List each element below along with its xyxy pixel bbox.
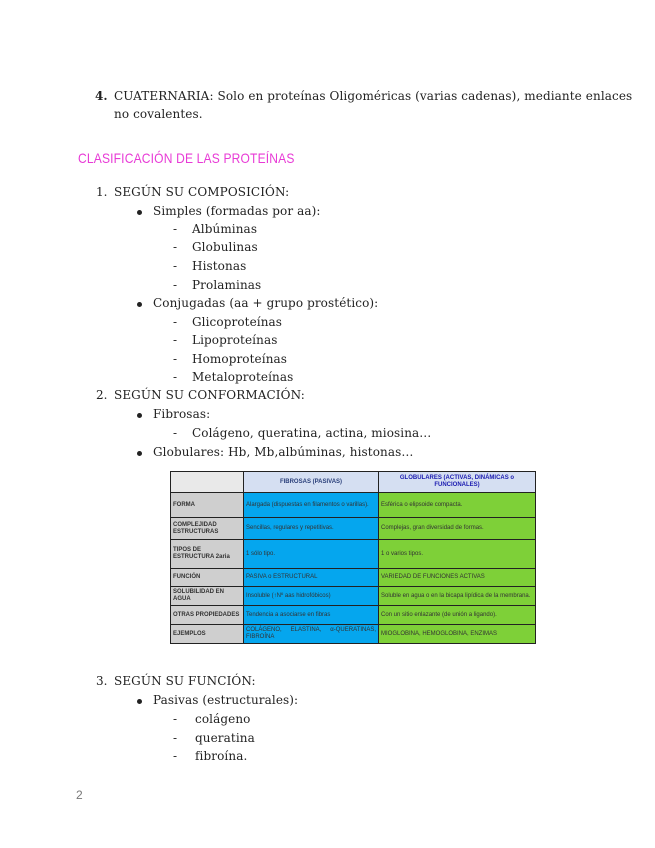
bullet-icon bbox=[137, 302, 142, 307]
list-item: Glicoproteínas bbox=[192, 315, 283, 329]
list-item: Colágeno, queratina, actina, miosina… bbox=[192, 426, 432, 440]
list-item: Globulinas bbox=[192, 240, 258, 254]
row-label-cell: TIPOS DE ESTRUCTURA 2aria bbox=[171, 540, 244, 569]
list-item: Homoproteínas bbox=[192, 352, 288, 366]
item4-text-line2: no covalentes. bbox=[114, 107, 203, 121]
list-number: 2. bbox=[96, 388, 108, 402]
dash-icon: - bbox=[173, 240, 178, 254]
row-label-cell: FUNCIÓN bbox=[171, 569, 244, 587]
table-row bbox=[171, 493, 536, 518]
table-row bbox=[171, 587, 536, 606]
globulares-cell: Soluble en agua o en la bicapa lipídica de la membrana. bbox=[379, 587, 536, 606]
section-heading: CLASIFICACIÓN DE LAS PROTEÍNAS bbox=[78, 150, 295, 166]
globulares-cell: Con un sitio enlazante (de unión a ligando). bbox=[379, 606, 536, 625]
list-item: Prolaminas bbox=[192, 278, 262, 292]
fibrosas-cell: COLÁGENO, ELASTINA, α-QUERATINAS, FIBROÍNA bbox=[244, 625, 379, 644]
fibrosas-cell: 1 sólo tipo. bbox=[244, 540, 379, 569]
table-header-cell: FIBROSAS (PASIVAS) bbox=[244, 472, 379, 493]
globulares-cell: 1 o varios tipos. bbox=[379, 540, 536, 569]
list-item: Albúminas bbox=[192, 222, 258, 236]
fibrosas-cell: Tendencia a asociarse en fibras bbox=[244, 606, 379, 625]
list-item: colágeno bbox=[195, 712, 251, 726]
dash-icon: - bbox=[173, 749, 178, 763]
section2-title: SEGÚN SU CONFORMACIÓN: bbox=[114, 388, 305, 402]
list-number: 4. bbox=[95, 89, 108, 103]
dash-icon: - bbox=[173, 712, 178, 726]
table-header-cell: GLOBULARES (ACTIVAS, DINÁMICAS o FUNCIONALES) bbox=[379, 472, 536, 493]
dash-icon: - bbox=[173, 731, 178, 745]
globulares-cell: VARIEDAD DE FUNCIONES ACTIVAS bbox=[379, 569, 536, 587]
simples-label: Simples (formadas por aa): bbox=[153, 204, 321, 218]
fibrosas-cell: Sencillas, regulares y repetitivas. bbox=[244, 518, 379, 540]
dash-icon: - bbox=[173, 333, 178, 347]
comparison-table bbox=[170, 471, 536, 644]
list-number: 3. bbox=[96, 674, 108, 688]
bullet-icon bbox=[137, 699, 142, 704]
globulares-cell: Complejas, gran diversidad de formas. bbox=[379, 518, 536, 540]
pasivas-label: Pasivas (estructurales): bbox=[153, 693, 299, 707]
dash-icon: - bbox=[173, 426, 178, 440]
table-row bbox=[171, 606, 536, 625]
globulares-cell: MIOGLOBINA, HEMOGLOBINA, ENZIMAS bbox=[379, 625, 536, 644]
dash-icon: - bbox=[173, 222, 178, 236]
list-item: Metaloproteínas bbox=[192, 370, 294, 384]
row-label-cell: COMPLEJIDAD ESTRUCTURAS bbox=[171, 518, 244, 540]
dash-icon: - bbox=[173, 278, 178, 292]
bullet-icon bbox=[137, 413, 142, 418]
conjugadas-label: Conjugadas (aa + grupo prostético): bbox=[153, 296, 379, 310]
fibrosas-label: Fibrosas: bbox=[153, 407, 211, 421]
table-row bbox=[171, 569, 536, 587]
row-label-cell: OTRAS PROPIEDADES bbox=[171, 606, 244, 625]
page-number: 2 bbox=[76, 788, 83, 802]
table-header-cell bbox=[171, 472, 244, 493]
table-header-row bbox=[171, 472, 536, 493]
fibrosas-cell: PASIVA o ESTRUCTURAL bbox=[244, 569, 379, 587]
dash-icon: - bbox=[173, 259, 178, 273]
list-number: 1. bbox=[96, 185, 108, 199]
bullet-icon bbox=[137, 451, 142, 456]
list-item: queratina bbox=[195, 731, 255, 745]
list-item: Lipoproteínas bbox=[192, 333, 278, 347]
dash-icon: - bbox=[173, 370, 178, 384]
globulares-label: Globulares: Hb, Mb,albúminas, histonas… bbox=[153, 445, 414, 459]
row-label-cell: EJEMPLOS bbox=[171, 625, 244, 644]
table-row bbox=[171, 540, 536, 569]
bullet-icon bbox=[137, 210, 142, 215]
fibrosas-cell: Insoluble (↑Nº aas hidrofóbicos) bbox=[244, 587, 379, 606]
fibrosas-cell: Alargada (dispuestas en filamentos o varillas). bbox=[244, 493, 379, 518]
table-row bbox=[171, 518, 536, 540]
item4-text-line1: CUATERNARIA: Solo en proteínas Oligoméricas (varias cadenas), mediante enlaces bbox=[114, 89, 633, 103]
list-item: fibroína. bbox=[195, 749, 248, 763]
list-item: Histonas bbox=[192, 259, 247, 273]
table-row bbox=[171, 625, 536, 644]
row-label-cell: FORMA bbox=[171, 493, 244, 518]
section3-title: SEGÚN SU FUNCIÓN: bbox=[114, 674, 256, 688]
dash-icon: - bbox=[173, 315, 178, 329]
row-label-cell: SOLUBILIDAD EN AGUA bbox=[171, 587, 244, 606]
section1-title: SEGÚN SU COMPOSICIÓN: bbox=[114, 185, 290, 199]
dash-icon: - bbox=[173, 352, 178, 366]
globulares-cell: Esférica o elipsoide compacta. bbox=[379, 493, 536, 518]
